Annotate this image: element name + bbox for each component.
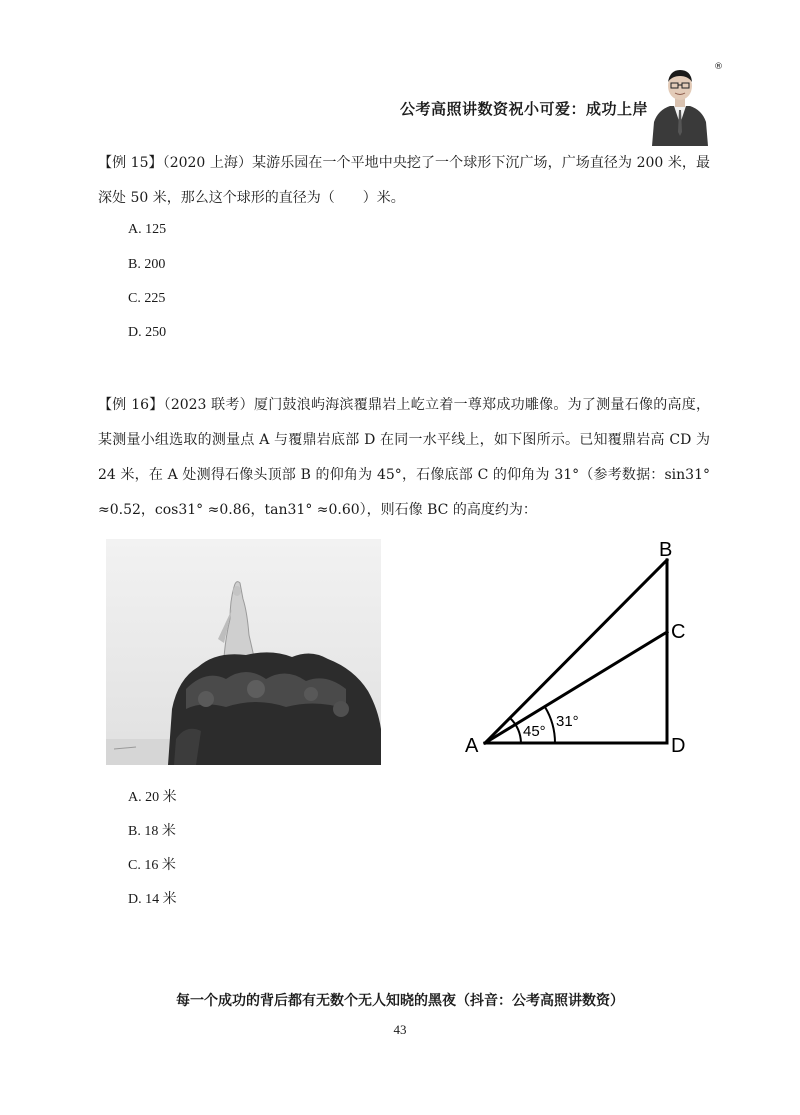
q16-option-a: A. 20 米	[128, 790, 177, 805]
q16-option-d: D. 14 米	[128, 892, 177, 907]
footer-motto: 每一个成功的背后都有无数个无人知晓的黑夜（抖音：公考高照讲数资）	[176, 993, 624, 1009]
triangle-diagram	[455, 530, 705, 760]
q15-option-b: B. 200	[128, 257, 166, 272]
angle-31-label: 31°	[556, 713, 579, 730]
question-15-text: 【例 15】（2020 上海）某游乐园在一个平地中央挖了一个球形下沉广场，广场直径为 200 米，最深处 50 米，那么这个球形的直径为（ ）米。	[98, 155, 710, 206]
label-d: D	[671, 735, 686, 757]
angle-45-label: 45°	[523, 723, 546, 740]
header-title: 公考高照讲数资祝小可爱：成功上岸	[400, 100, 649, 118]
statue-photo	[106, 539, 381, 765]
page-number: 43	[393, 1022, 407, 1037]
author-portrait	[648, 62, 712, 146]
q16-option-b: B. 18 米	[128, 824, 176, 839]
q15-option-c: C. 225	[128, 291, 166, 306]
label-c: C	[671, 621, 686, 643]
question-16-text: 【例 16】（2023 联考）厦门鼓浪屿海滨覆鼎岩上屹立着一尊郑成功雕像。为了测量石像的高度，某测量小组选取的测量点 A 与覆鼎岩底部 D 在同一水平线上，如下图所示。已知覆鼎岩高 CD 为 24 米，在 A 处测得石像头顶部 B 的仰角为 45°，石像底部 C 的仰角为 31°（参考数据：sin31° ≈0.52，cos31° ≈0.86，tan31° ≈0.60），则石像 BC 的高度约为：	[98, 397, 710, 518]
q15-option-d: D. 250	[128, 325, 167, 340]
arc-31	[545, 707, 555, 743]
q15-option-a: A. 125	[128, 222, 167, 237]
label-b: B	[659, 539, 673, 561]
label-a: A	[465, 735, 479, 757]
q16-option-c: C. 16 米	[128, 858, 176, 873]
registered-mark: ®	[714, 62, 723, 72]
